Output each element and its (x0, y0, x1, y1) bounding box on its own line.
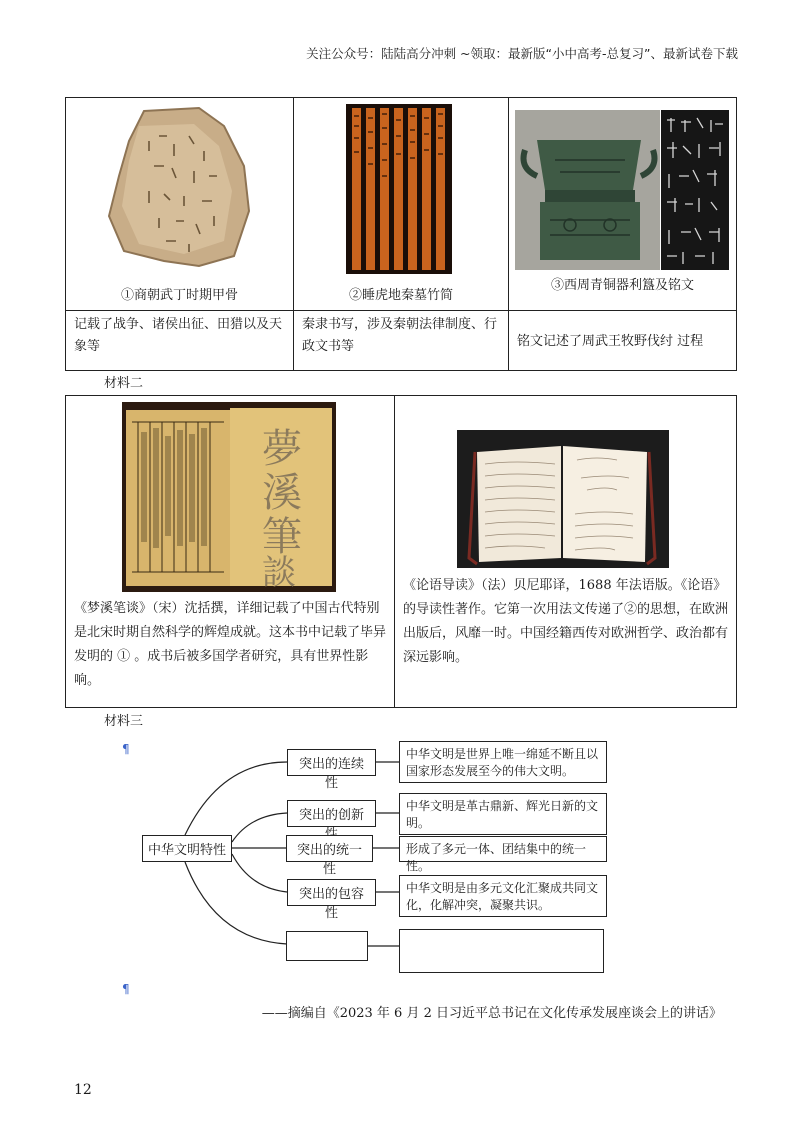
page-header: 关注公众号：陆陆高分冲刺 ~领取：最新版“小中高考-总复习”、最新试卷下载 (306, 46, 738, 61)
center-node: 中华文明特性 (142, 835, 232, 862)
bamboo-slips-caption: ②睡虎地秦墓竹简 (348, 288, 453, 303)
explain-unity: 形成了多元一体、团结集中的统一性。 (399, 836, 607, 862)
concept-innovation: 突出的创新 (287, 800, 376, 827)
concept-unity: 突出的统一性 (286, 835, 373, 862)
connector-inclusiveness (232, 854, 287, 892)
mengxi-cover-char-1: 夢 (262, 426, 302, 472)
explain-inclusiveness: 中华文明是由多元文化汇聚成共同文化，化解冲突，凝聚共识。 (399, 875, 607, 917)
explain-blank (399, 929, 604, 973)
bamboo-slips-desc: 秦隶书写，涉及秦朝法律制度、行政文书等 (294, 311, 509, 371)
connector-blank (185, 862, 287, 944)
material2-label: 材料二 (104, 376, 144, 391)
page-number: 12 (74, 1082, 92, 1098)
oracle-bone-desc: 记载了战争、诸侯出征、田猎以及天象等 (66, 311, 294, 371)
bronze-gui-caption: ③西周青铜器利簋及铭文 (550, 278, 694, 293)
pilcrow-mark: ¶ (122, 742, 130, 756)
concept-blank (286, 931, 368, 961)
explain-innovation: 中华文明是革古鼎新、辉光日新的文明。 (399, 793, 607, 835)
pilcrow-mark-2: ¶ (122, 982, 130, 996)
material3-label: 材料三 (104, 714, 144, 729)
mengxi-cover-char-3: 筆 (262, 514, 302, 560)
lunyu-desc: 《论语导读》（法）贝尼耶译，1688 年法语版。《论语》的导读性著作。它第一次用法文传递了②的思想，在欧洲出版后，风靡一时。中国经籍西传对欧洲哲学、政治都有深远影响。 (403, 578, 729, 665)
oracle-bone-caption: ①商朝武丁时期甲骨 (120, 288, 238, 303)
mengxi-cover-char-4: 談 (262, 553, 296, 592)
explain-continuity: 中华文明是世界上唯一绵延不断且以国家形态发展至今的伟大文明。 (399, 741, 607, 783)
concept-continuity: 突出的连续性 (287, 749, 376, 776)
connector-continuity (185, 762, 287, 835)
connector-innovation (232, 813, 287, 842)
bronze-gui-desc: 铭文记述了周武王牧野伐纣 过程 (509, 311, 737, 371)
source-citation: ——摘编自《2023 年 6 月 2 日习近平总书记在文化传承发展座谈会上的讲话》 (261, 1006, 722, 1021)
concept-inclusiveness: 突出的包容性 (287, 879, 376, 906)
mengxi-desc: 《梦溪笔谈》（宋）沈括撰，详细记载了中国古代特别是北宋时期自然科学的辉煌成就。这本书中记载了毕异发明的 ① 。成书后被多国学者研究，具有世界性影响。 (74, 601, 387, 688)
mengxi-cover-char-2: 溪 (262, 470, 302, 516)
